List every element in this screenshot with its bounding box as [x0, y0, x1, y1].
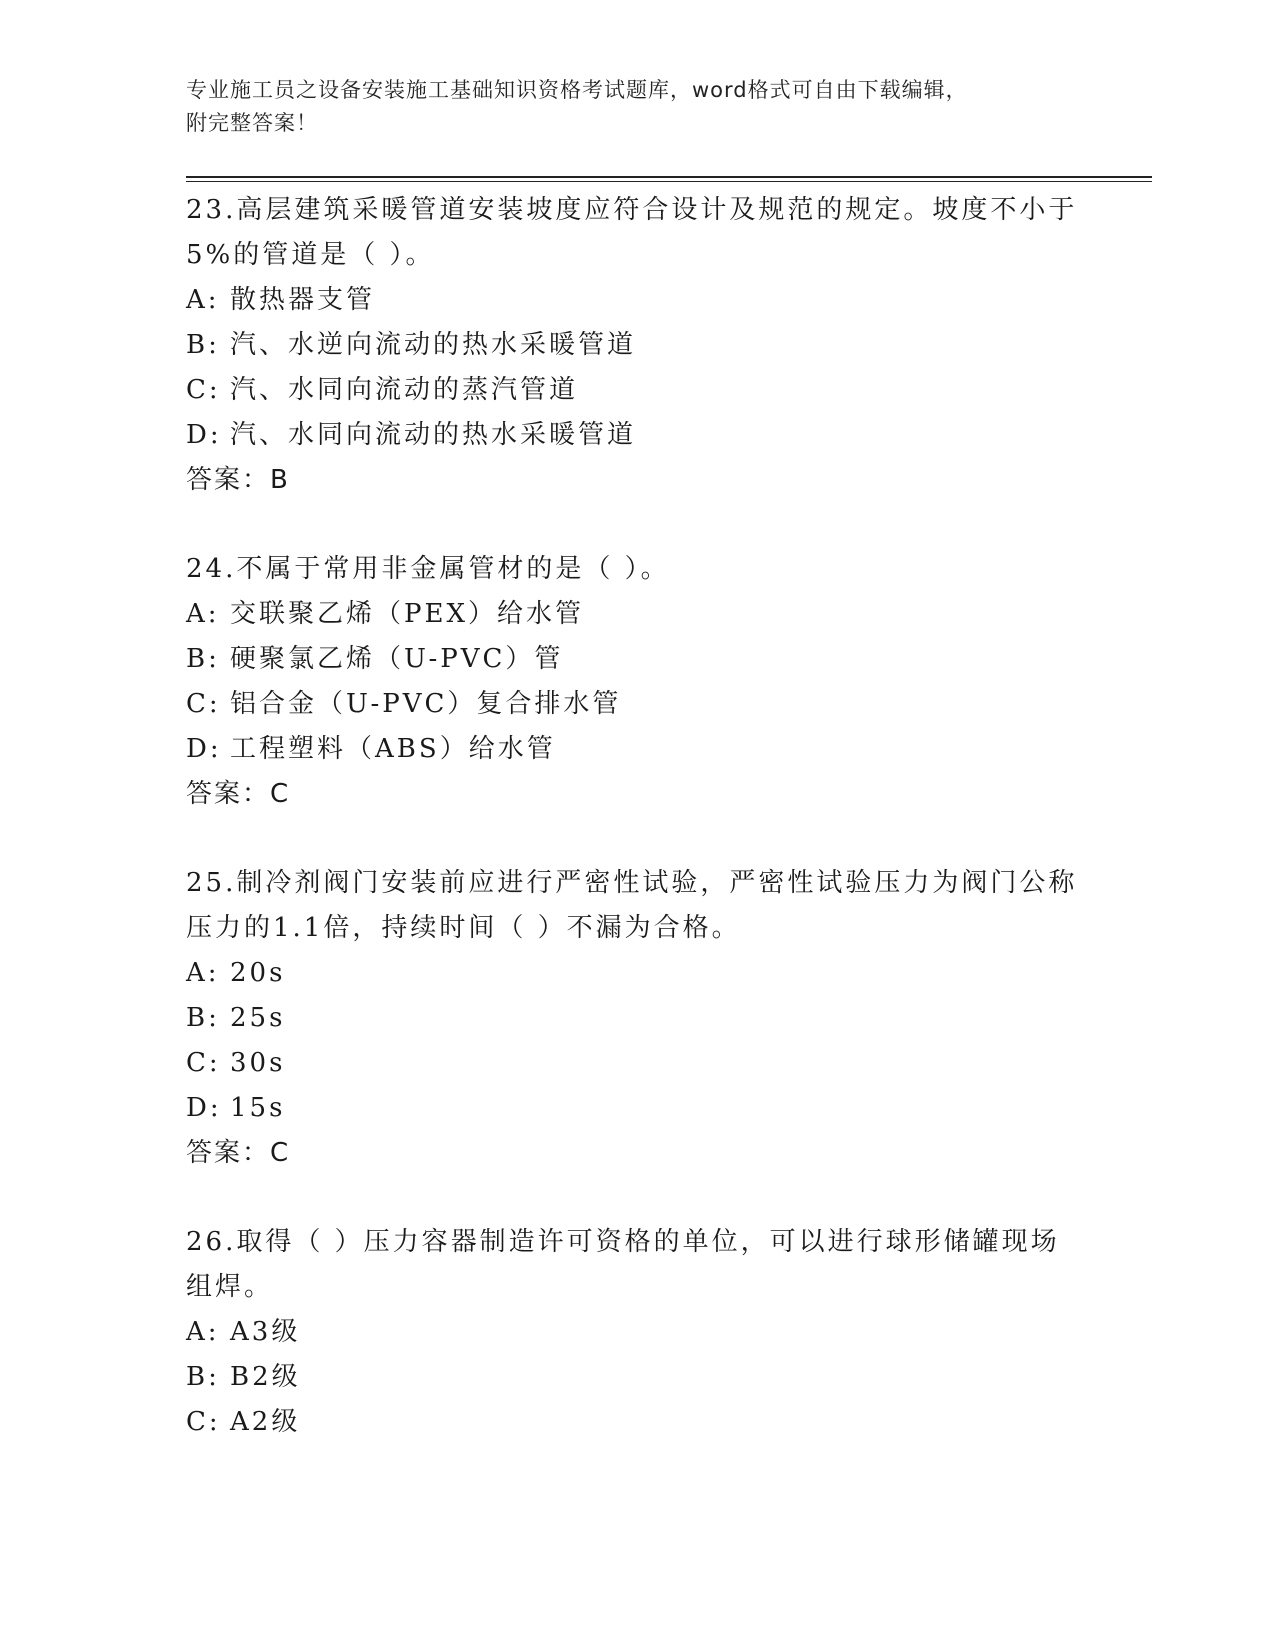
option-c — [186, 368, 1086, 413]
option-letter: A: — [186, 599, 220, 629]
option-letter: C: — [186, 1048, 221, 1078]
question-stem-line-1: 24.不属于常用非金属管材的是（ ）。 — [186, 554, 670, 584]
option-b — [186, 323, 1086, 368]
option-text: A3级 — [230, 1317, 301, 1347]
question-stem-line-1: 25.制冷剂阀门安装前应进行严密性试验，严密性试验压力为阀门公称 — [186, 868, 1078, 898]
option-text: 汽、水同向流动的热水采暖管道 — [230, 420, 637, 450]
option-letter: B: — [186, 644, 220, 674]
answer-line: 答案：B — [186, 465, 290, 495]
header-divider-thin — [186, 181, 1152, 182]
option-a — [186, 951, 1086, 996]
option-text: 汽、水逆向流动的热水采暖管道 — [230, 330, 637, 360]
option-letter: B: — [186, 1003, 220, 1033]
option-text: A2级 — [230, 1407, 301, 1437]
option-b — [186, 996, 1086, 1041]
header-line-1: 专业施工员之设备安装施工基础知识资格考试题库，word格式可自由下载编辑， — [186, 78, 968, 102]
option-letter: A: — [186, 285, 220, 315]
option-letter: D: — [186, 1093, 222, 1123]
option-text: 铝合金（U-PVC）复合排水管 — [230, 689, 622, 719]
option-text: 交联聚乙烯（PEX）给水管 — [230, 599, 584, 629]
option-letter: B: — [186, 330, 220, 360]
option-c — [186, 682, 1086, 727]
option-text: 硬聚氯乙烯（U-PVC）管 — [230, 644, 564, 674]
option-text: 汽、水同向流动的蒸汽管道 — [230, 375, 579, 405]
option-text: B2级 — [230, 1362, 301, 1392]
option-letter: A: — [186, 958, 220, 988]
option-letter: D: — [186, 420, 222, 450]
option-letter: D: — [186, 734, 222, 764]
option-text: 30s — [230, 1048, 286, 1078]
option-c — [186, 1400, 1086, 1445]
option-letter: B: — [186, 1362, 220, 1392]
answer-line: 答案：C — [186, 779, 291, 809]
option-letter: C: — [186, 689, 221, 719]
option-text: 20s — [230, 958, 286, 988]
option-b — [186, 637, 1086, 682]
header-divider-thick — [186, 176, 1152, 178]
question-stem — [186, 1220, 1086, 1310]
question-stem-line-1: 26.取得（ ）压力容器制造许可资格的单位，可以进行球形储罐现场 — [186, 1227, 1060, 1257]
header-line-2: 附完整答案！ — [186, 111, 318, 135]
question-24 — [186, 547, 1086, 817]
option-a — [186, 278, 1086, 323]
document-header — [186, 74, 1086, 140]
option-d — [186, 1086, 1086, 1131]
question-stem — [186, 861, 1086, 951]
option-text: 15s — [230, 1093, 286, 1123]
option-text: 工程塑料（ABS）给水管 — [230, 734, 556, 764]
option-text: 25s — [230, 1003, 286, 1033]
question-stem-line-1: 23.高层建筑采暖管道安装坡度应符合设计及规范的规定。坡度不小于 — [186, 195, 1078, 225]
option-d — [186, 413, 1086, 458]
question-26 — [186, 1220, 1086, 1445]
option-d — [186, 727, 1086, 772]
option-b — [186, 1355, 1086, 1400]
question-stem — [186, 547, 1086, 592]
option-a — [186, 592, 1086, 637]
option-letter: C: — [186, 1407, 221, 1437]
option-text: 散热器支管 — [230, 285, 376, 315]
option-a — [186, 1310, 1086, 1355]
question-stem — [186, 188, 1086, 278]
answer-line: 答案：C — [186, 1138, 291, 1168]
question-stem-line-2: 组焊。 — [186, 1272, 274, 1302]
option-letter: A: — [186, 1317, 220, 1347]
question-list — [186, 188, 1086, 1489]
question-25 — [186, 861, 1086, 1176]
question-stem-line-2: 压力的1.1倍，持续时间（ ）不漏为合格。 — [186, 913, 741, 943]
question-23 — [186, 188, 1086, 503]
option-letter: C: — [186, 375, 221, 405]
option-c — [186, 1041, 1086, 1086]
question-stem-line-2: 5%的管道是（ ）。 — [186, 240, 435, 270]
